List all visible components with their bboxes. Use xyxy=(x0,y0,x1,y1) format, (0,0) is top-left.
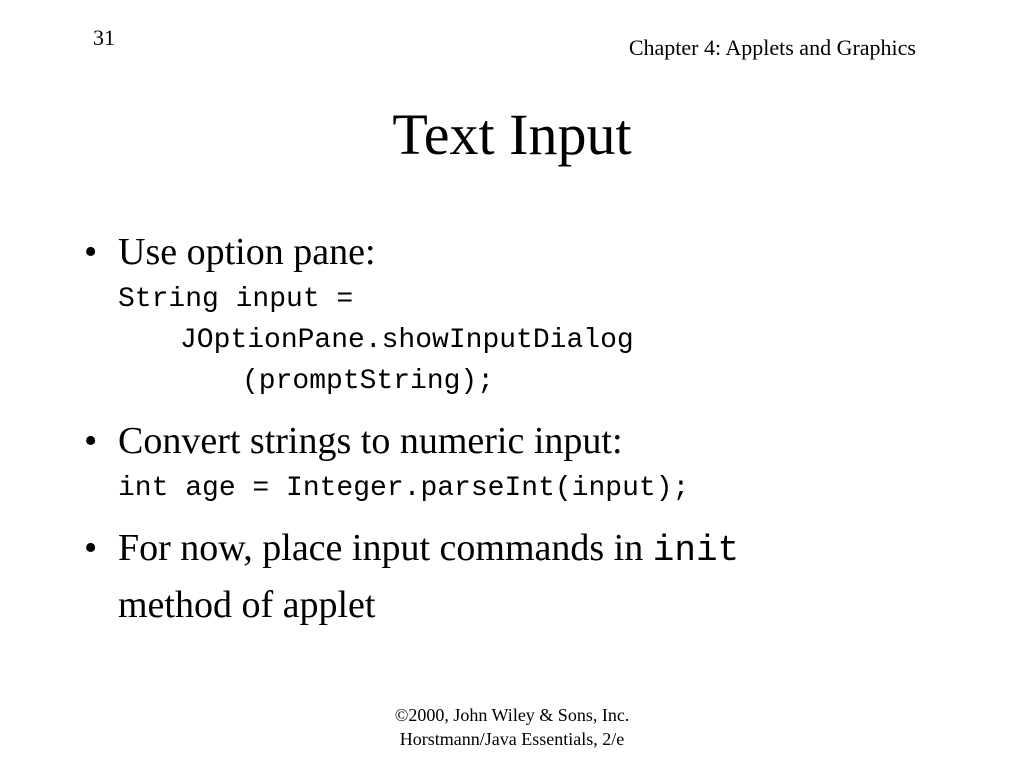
inline-code-init: init xyxy=(652,530,740,571)
bullet-list xyxy=(80,225,940,644)
bullet-marker: • xyxy=(84,231,98,273)
bullet-text xyxy=(118,521,940,578)
bullet-item-init-method xyxy=(80,521,940,632)
code-line: (promptString); xyxy=(242,366,495,397)
chapter-header: Chapter 4: Applets and Graphics xyxy=(628,35,916,60)
code-line: int age = Integer.parseInt(input); xyxy=(118,473,690,504)
footer-book: Horstmann/Java Essentials, 2/e xyxy=(399,729,625,749)
bullet-text-continued: method of applet xyxy=(118,584,376,626)
footer xyxy=(0,703,1024,751)
page-number: 31 xyxy=(93,25,115,50)
bullet-item-convert-strings xyxy=(80,414,940,509)
bullet-item-option-pane xyxy=(80,225,940,402)
code-line: String input = xyxy=(118,284,354,315)
bullet-text: Convert strings to numeric input: xyxy=(118,420,623,462)
footer-copyright: ©2000, John Wiley & Sons, Inc. xyxy=(394,705,630,725)
bullet-marker: • xyxy=(84,527,98,569)
bullet-marker: • xyxy=(84,420,98,462)
bullet-text: Use option pane: xyxy=(118,231,376,273)
bullet-text-before: For now, place input commands in xyxy=(118,527,653,569)
code-line: JOptionPane.showInputDialog xyxy=(180,325,634,356)
slide-title: Text Input xyxy=(392,102,632,167)
